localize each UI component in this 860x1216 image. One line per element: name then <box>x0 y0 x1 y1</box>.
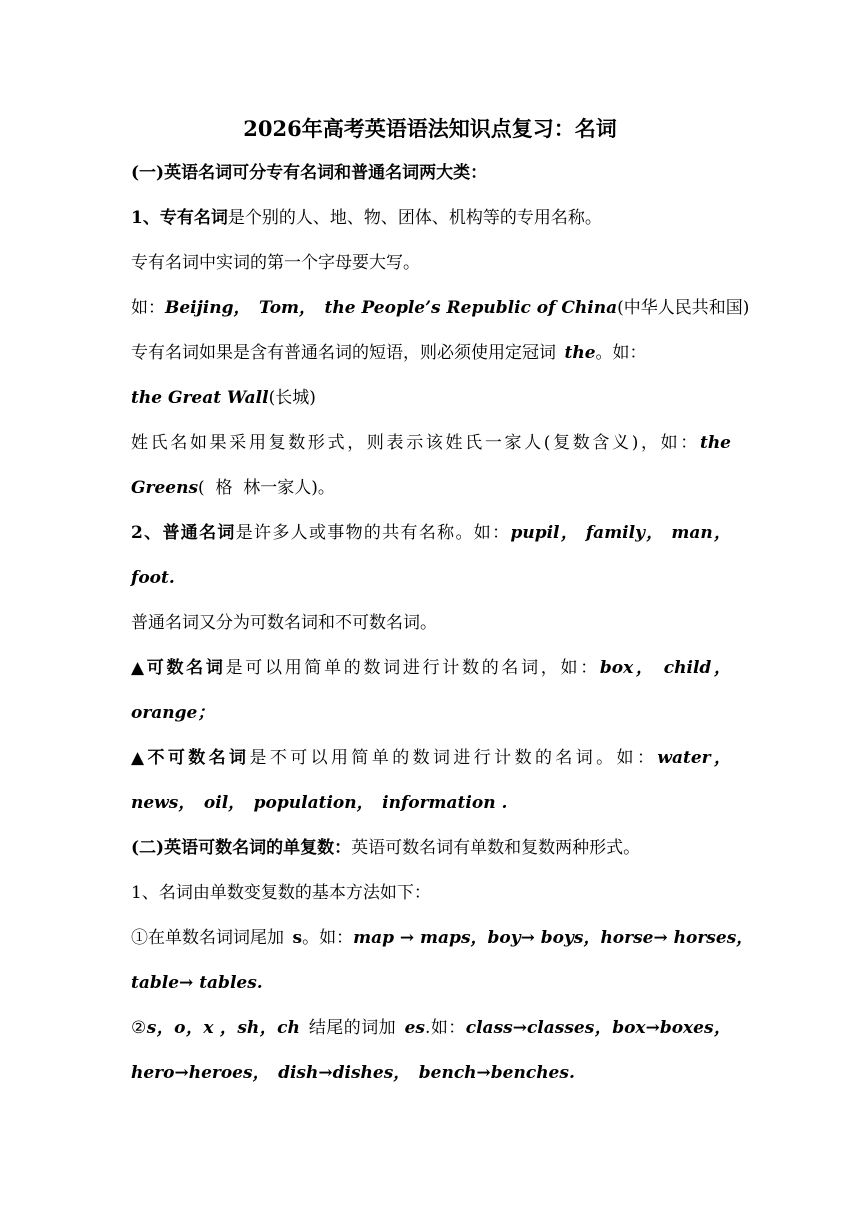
rule-text: ①在单数名词词尾加 <box>131 928 284 948</box>
term-proper-noun: 专有名词 <box>159 208 228 228</box>
paragraph-uncountable <box>131 745 731 771</box>
rule-text: 姓氏名如果采用复数形式，则表示该姓氏一家人(复数含义)，如： <box>131 433 700 453</box>
section-heading-rest: 英语可数名词有单数和复数两种形式。 <box>351 838 641 858</box>
paragraph-countable <box>131 655 731 681</box>
rule-text: 结尾的词加 <box>308 1018 397 1038</box>
section-heading-2 <box>131 835 731 861</box>
example-word: the <box>699 433 731 453</box>
rule-text: 专有名词如果是含有普通名词的短语，则必须使用定冠词 <box>131 343 556 363</box>
triangle-bullet-icon: ▲ <box>131 658 147 678</box>
paragraph-capitalization: 专有名词中实词的第一个字母要大写。 <box>131 253 420 273</box>
item-number: 2、 <box>131 523 163 543</box>
definition-text: 是许多人或事物的共有名称。如： <box>235 523 511 543</box>
example-word: pupil， <box>510 523 580 543</box>
example-words: class→classes，box→boxes， <box>465 1018 732 1038</box>
example-lead: 如： <box>131 298 165 318</box>
example-word: water， <box>657 748 732 768</box>
example-word: Greens <box>131 478 199 498</box>
example-word: child， <box>663 658 732 678</box>
example-foot: foot. <box>131 568 175 588</box>
example-word: Beijing， <box>165 298 251 318</box>
section-heading-label: (二)英语可数名词的单复数： <box>131 838 352 858</box>
paragraph-common-noun <box>131 520 731 546</box>
example-word: man， <box>671 523 732 543</box>
term-uncountable: 不可数名词 <box>147 748 250 768</box>
definition-text: 是不可以用简单的数词进行计数的名词。如： <box>249 748 658 768</box>
example-word: information . <box>382 793 508 813</box>
paragraph-surname-plural <box>131 430 731 456</box>
article-word: the <box>564 343 596 363</box>
rule-mid: 。如： <box>302 928 354 948</box>
paragraph-examples-proper <box>131 295 750 321</box>
paragraph-es-examples <box>131 1060 731 1086</box>
example-gloss: (中华人民共和国) <box>617 298 750 318</box>
circled-number: ② <box>131 1018 147 1038</box>
page-title: 2026年高考英语语法知识点复习：名词 <box>243 116 617 141</box>
example-word: bench→benches. <box>418 1063 575 1083</box>
example-word: the Great Wall <box>131 388 269 408</box>
example-word: box， <box>599 658 656 678</box>
example-table: table→ tables. <box>131 973 263 993</box>
example-word: population， <box>253 793 374 813</box>
rule-mid: .如： <box>425 1018 466 1038</box>
paragraph-plural-methods: 1、名词由单数变复数的基本方法如下： <box>131 883 431 903</box>
word-endings: s，o，x ，sh，ch <box>146 1018 300 1038</box>
paragraph-great-wall <box>131 385 731 411</box>
example-word: Tom， <box>259 298 317 318</box>
item-number: 1、 <box>131 208 160 228</box>
paragraph-proper-noun <box>131 205 731 231</box>
definition-text: 是可以用简单的数词进行计数的名词，如： <box>225 658 600 678</box>
paragraph-uncountable-examples <box>131 790 731 816</box>
example-gloss: (长城) <box>268 388 316 408</box>
suffix-es: es <box>404 1018 425 1038</box>
rule-tail: 。如： <box>595 343 647 363</box>
example-word: news， <box>131 793 196 813</box>
section-heading-1: (一)英语名词可分专有名词和普通名词两大类： <box>131 163 488 183</box>
paragraph-countable-split: 普通名词又分为可数名词和不可数名词。 <box>131 613 437 633</box>
term-countable: 可数名词 <box>146 658 226 678</box>
example-word: hero→heroes， <box>131 1063 270 1083</box>
suffix-s: s <box>292 928 303 948</box>
paragraph-definite-article <box>131 340 731 366</box>
term-common-noun: 普通名词 <box>162 523 236 543</box>
rule-add-es <box>131 1015 731 1041</box>
example-gloss: ( 格 林一家人)。 <box>198 478 335 498</box>
paragraph-greens <box>131 475 731 501</box>
triangle-bullet-icon: ▲ <box>131 748 148 768</box>
example-words: map → maps，boy→ boys，horse→ horses， <box>353 928 754 948</box>
rule-add-s <box>131 925 754 951</box>
definition-text: 是个别的人、地、物、团体、机构等的专用名称。 <box>227 208 602 228</box>
example-orange: orange； <box>131 703 215 723</box>
example-word: the People’s Republic of China <box>324 298 618 318</box>
example-word: oil， <box>203 793 246 813</box>
example-word: family， <box>585 523 665 543</box>
example-word: dish→dishes， <box>278 1063 411 1083</box>
